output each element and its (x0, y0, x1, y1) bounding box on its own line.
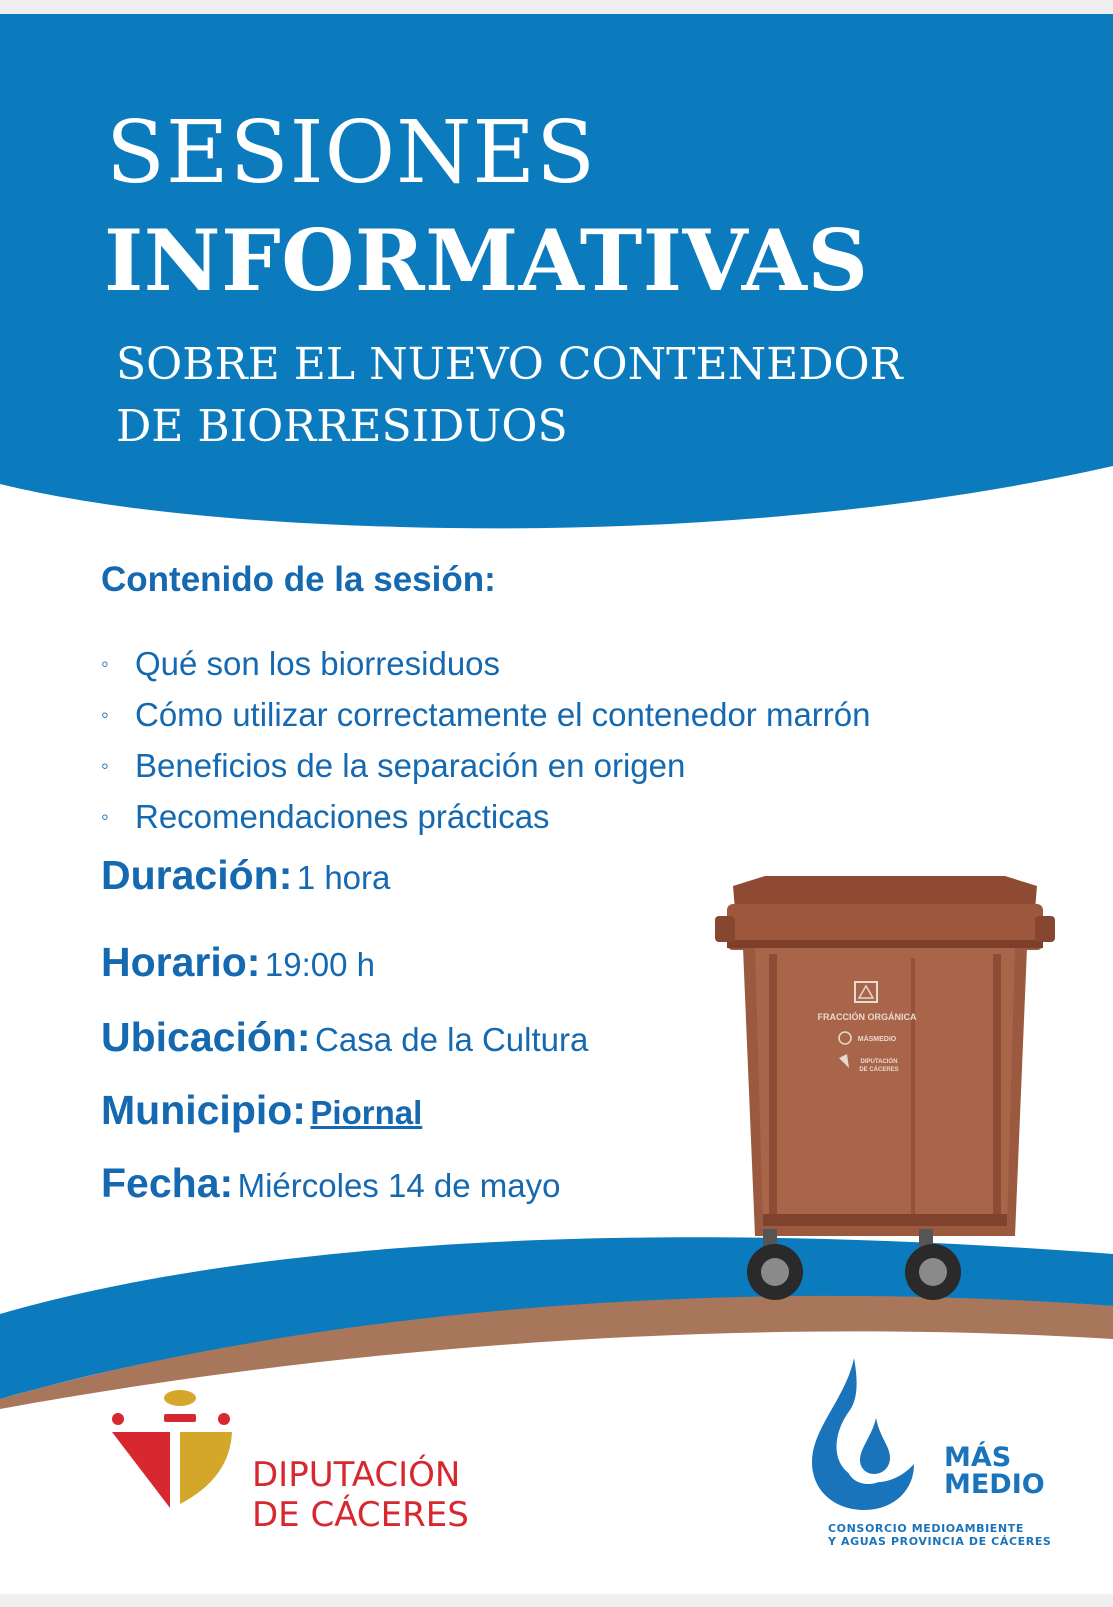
diputacion-name (252, 1455, 469, 1535)
water-drop-icon (806, 1358, 946, 1518)
schedule-value: 19:00 h (264, 946, 376, 983)
bin-logo-text-2: DIPUTACIÓN (860, 1059, 898, 1065)
schedule-row (101, 939, 375, 986)
bullet-icon: ◦ (101, 804, 109, 829)
bin-label: FRACCIÓN ORGÁNICA (817, 1012, 917, 1022)
duration-value: 1 hora (296, 859, 391, 896)
masmedio-line-2: MEDIO (944, 1469, 1045, 1500)
bullet-icon: ◦ (101, 702, 109, 727)
masmedio-caption-line-2: Y AGUAS PROVINCIA DE CÁCERES (828, 1535, 1052, 1548)
title-informativas: INFORMATIVAS (104, 211, 869, 310)
list-item-text: Recomendaciones prácticas (135, 798, 550, 835)
duration-label: Duración: (101, 852, 293, 898)
list-item-text: Cómo utilizar correctamente el contenedor marrón (135, 696, 871, 733)
date-value: Miércoles 14 de mayo (237, 1167, 561, 1204)
date-label: Fecha: (101, 1160, 234, 1206)
poster (0, 14, 1113, 1594)
municipality-row (101, 1087, 422, 1134)
masmedio-caption (828, 1522, 1051, 1548)
bullet-icon: ◦ (101, 651, 109, 676)
masmedio-line-1: MÁS (944, 1442, 1012, 1473)
list-item (101, 740, 871, 791)
title-sesiones: SESIONES (106, 103, 597, 203)
list-item (101, 638, 871, 689)
list-item (101, 689, 871, 740)
list-item-text: Qué son los biorresiduos (135, 645, 501, 682)
duration-row (101, 852, 390, 899)
subtitle-line-2: DE BIORRESIDUOS (116, 401, 568, 452)
list-item-text: Beneficios de la separación en origen (135, 747, 686, 784)
diputacion-logo (108, 1390, 248, 1510)
bin-logo-text-3: DE CÁCERES (859, 1067, 899, 1073)
date-row (101, 1160, 560, 1207)
diputacion-line-2: DE CÁCERES (252, 1495, 469, 1535)
diputacion-line-1: DIPUTACIÓN (252, 1455, 461, 1495)
location-row (101, 1014, 588, 1061)
list-item (101, 791, 871, 842)
subtitle (116, 334, 903, 458)
municipality-link[interactable]: Piornal (310, 1094, 423, 1131)
municipality-label: Municipio: (101, 1087, 306, 1133)
bullet-icon: ◦ (101, 753, 109, 778)
location-label: Ubicación: (101, 1014, 311, 1060)
masmedio-caption-line-1: CONSORCIO MEDIOAMBIENTE (828, 1522, 1024, 1535)
masmedio-name (944, 1444, 1045, 1498)
location-value: Casa de la Cultura (315, 1021, 589, 1058)
bin-logo-text-1: MÁSMEDIO (857, 1036, 897, 1043)
content-heading: Contenido de la sesión: (101, 560, 496, 599)
schedule-label: Horario: (101, 939, 261, 985)
subtitle-line-1: SOBRE EL NUEVO CONTENEDOR (116, 339, 903, 390)
brown-waste-bin-icon (715, 874, 1065, 1314)
content-list (101, 638, 871, 842)
